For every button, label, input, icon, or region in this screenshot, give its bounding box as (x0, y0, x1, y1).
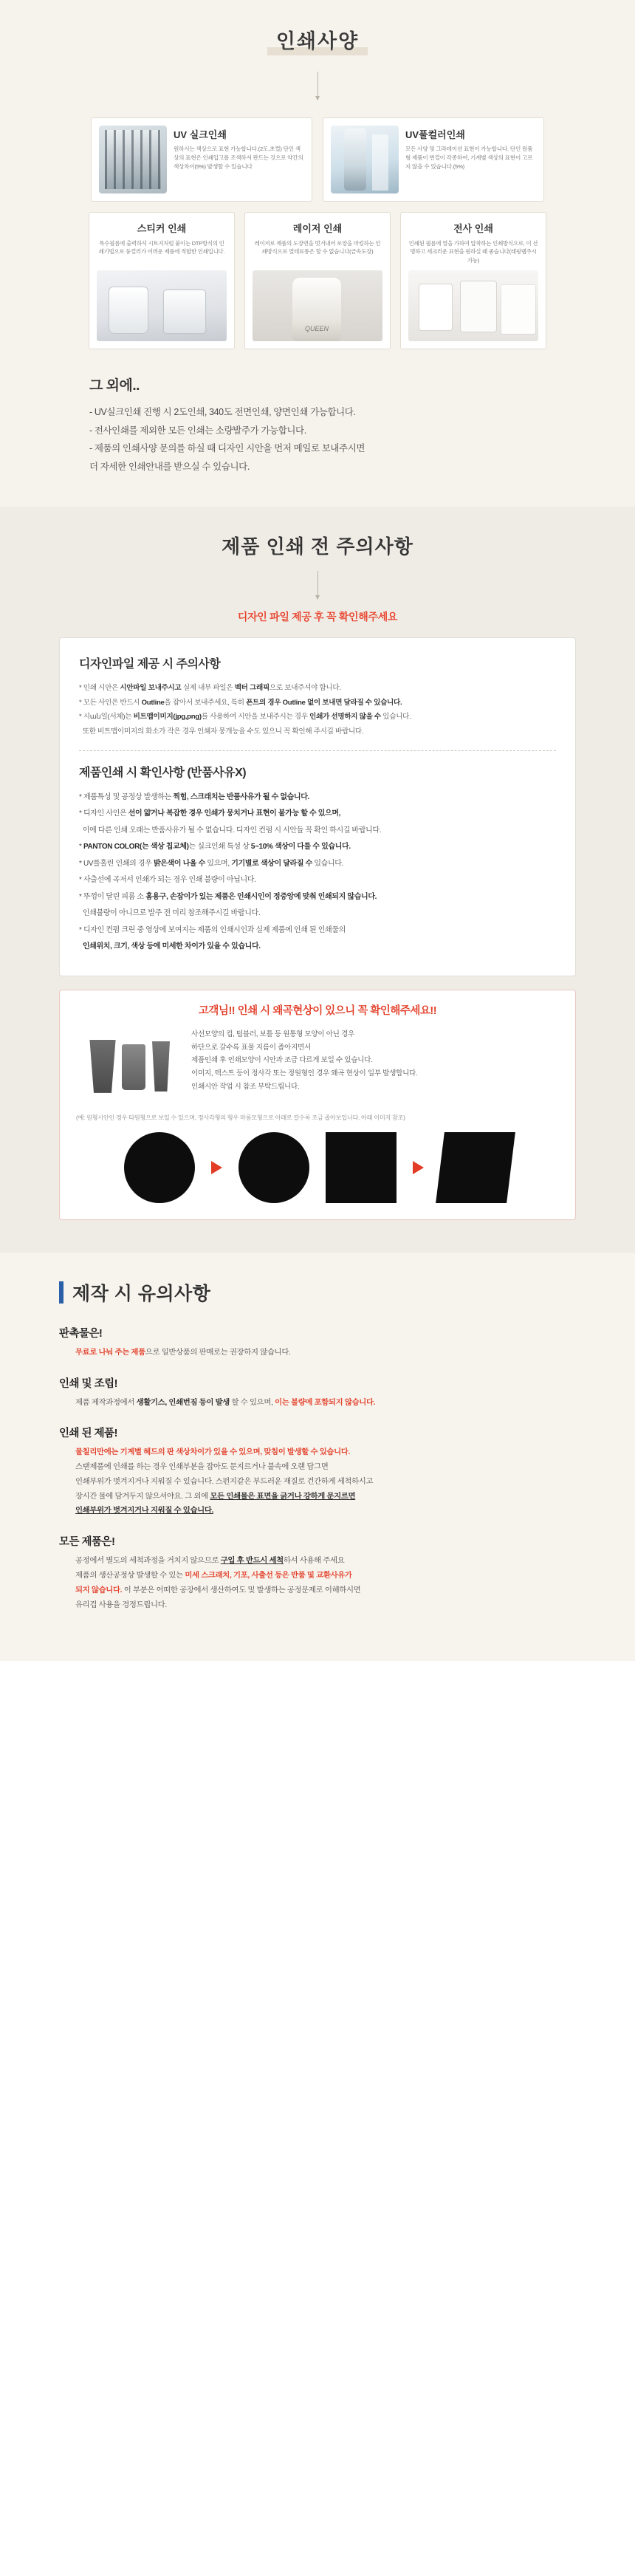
laser-photo (253, 270, 382, 341)
sticker-photo (97, 270, 227, 341)
arrow-right-icon (211, 1161, 222, 1174)
card-uv-silk-body (174, 126, 304, 193)
cup-shape-c (150, 1041, 172, 1092)
etc-block (89, 374, 546, 476)
bullet-line: * PANTON COLOR(는 색상 칩교체)는 실크인쇄 특성 상 5~10% 색상이 다를 수 있습니다. (79, 843, 351, 852)
transfer-photo (408, 270, 538, 341)
card-uv-fullcolor (323, 117, 544, 202)
group-line: 되지 않습니다. 이 부분은 어떠한 공장에서 생산하여도 및 발생하는 공정문제로 이해하시면 (75, 1586, 361, 1594)
group-line: 장시간 물에 담겨두지 않으셔야요. 그 외에 모든 인쇄물은 표면을 긁거나 강하게 문지르면 (75, 1492, 356, 1501)
card-transfer (400, 212, 546, 349)
note-line: * 시ան일(서체)는 비트맵이미지(jpg,png)를 사용하여 시안을 보내주시는 경우 인쇄가 선명하지 않을 수 있습니다. (79, 713, 411, 722)
square-shape-original (326, 1132, 397, 1203)
block2-title: 제품인쇄 시 확인사항 (반품사유X) (79, 766, 247, 779)
bullet-line: * UV를홀린 인쇄의 경우 밝은색이 나올 수 있으며, 기기별로 색상이 달라질 수 있습니다. (79, 859, 343, 868)
group-line: 유리겁 사용을 경정드립니다. (75, 1600, 167, 1609)
distortion-shapes-row (76, 1132, 559, 1203)
divider (79, 750, 556, 751)
block1-title: 디자인파일 제공 시 주의사항 (79, 657, 221, 671)
etc-line: - 전사인쇄를 제외한 모든 인쇄는 소량발주가 가능합니다. (89, 425, 306, 436)
card-desc: 특수필름에 출력하셔 시트지처럼 붙이는 DTP방식의 인쇄기법으로 둥컬러가 어려운 제품에 적합한 인쇄입니다. (98, 240, 225, 256)
warning-line: 하단으로 갈수록 표물 지름이 좁아지면서 (191, 1043, 311, 1052)
bottom-cards-row (0, 212, 635, 349)
group-head: 모든 제품은! (59, 1536, 115, 1549)
group-print-assembly (59, 1375, 576, 1411)
group-printed-product (59, 1425, 576, 1518)
warning-note: (예: 원형시안인 경우 타원형으로 보일 수 있으며, 정사각형의 형우 마름모형으로 아래로 갈수록 조금 좁아보입니다. 아래 이미지 참조) (76, 1114, 405, 1121)
card-desc: 모든 사양 및 그라데이션 표현이 가능합니다. 단인 원품형 제품이 번걸이 각종하여, 기계별 색상의 표현이 고르지 않을 수 있습니다.(5%) (405, 145, 533, 170)
group-line: 물칠리만에는 기계별 헤드의 판 색상차이가 있을 수 있으며, 맞침이 발생할 수 있습니다. (75, 1448, 351, 1457)
distortion-warning-card (59, 990, 576, 1220)
note-line: * 모든 사인은 반드시 Outline을 잡아서 보내주세요, 특히 폰트의 경우 Outline 없이 보내면 달라질 수 있습니다. (79, 698, 402, 707)
cup-shape-a (88, 1040, 117, 1093)
section-manufacturing-notes (0, 1253, 635, 1661)
uv-fullcolor-photo (331, 126, 399, 193)
circle-shape-distorted (238, 1132, 309, 1203)
group-line: 인쇄부위가 벗겨지거나 지워질 수 있습니다. (75, 1507, 214, 1515)
card-desc: 레이저로 제품의 도장면을 벗겨내어 로앙을 마킹하는 인쇄방식으로 열테료통은 할 수 없습니다(금속도장) (254, 240, 381, 256)
accent-bar (59, 1281, 64, 1304)
card-sticker (89, 212, 235, 349)
group-line: 스탠제품에 인쇄를 하는 경우 인쇄부분을 잡아도 문지르거나 불속에 오랜 담그면 (75, 1463, 329, 1472)
group-promotional (59, 1325, 576, 1360)
arrow-right-icon (413, 1161, 424, 1174)
group-line: 공정에서 별도의 세척과정을 거치지 않으므로 구입 후 반드시 세척하셔 사용해 주세요 (75, 1557, 345, 1566)
section-precautions (0, 507, 635, 1253)
cup-shape-b (122, 1044, 145, 1090)
top-cards-row (0, 117, 635, 202)
group-line: 제품의 생산공정상 발생할 수 있는 미세 스크래치, 기포, 사출선 등은 반품 및 교환사유가 (75, 1571, 352, 1580)
group-all-products (59, 1533, 576, 1612)
group-line: 제품 제작과정에서 생활기스, 인쇄번짐 등이 발생 할 수 있으며, 이는 불량에 포함되지 않습니다. (75, 1398, 376, 1407)
card-uv-fullcolor-body (405, 126, 536, 193)
card-title: 레이저 인쇄 (292, 223, 343, 234)
group-head: 인쇄 된 제품! (59, 1428, 117, 1440)
bullet-line: 인쇄위치, 크기, 색상 등에 미세한 차이가 있을 수 있습니다. (82, 942, 261, 951)
section1-title-wrap (0, 22, 635, 60)
card-title: 전사 인쇄 (453, 223, 493, 234)
section1-title-text: 인쇄사양 (275, 30, 360, 52)
section3-body (59, 1325, 576, 1612)
square-shape-distorted (436, 1132, 515, 1203)
bullet-line: * 뚜껑이 달린 피룸 소 홈용구, 손잡이가 있는 제품은 인쇄시인이 정중앙에 맞춰 인쇄되지 않습니다. (79, 892, 377, 901)
warning-text (191, 1028, 559, 1094)
warning-line: 사선모양의 컵, 텀블러, 보틀 등 원통형 모양이 아닌 경우 (191, 1030, 354, 1038)
warning-line: 인쇄시안 작업 시 참조 부탁드립니다. (191, 1082, 300, 1091)
card-desc: 원하시는 색상으로 표현 가능합니다.(2도,초컬) 단인 색상의 표현은 인쇄입고를 조색하셔 판드는 것으로 약간의 색상차이(5%) 발생할 수 있습니다 (174, 145, 303, 170)
card-title: UV 실크인쇄 (174, 129, 227, 140)
note-line: 또한 비트맵이미지의 화소가 작은 경우 인쇄자 뭉개능을 수도 있으니 꼭 확인해 주시길 바랍니다. (79, 727, 364, 736)
warning-line: 제품인쇄 후 인쇄모양이 시안과 조금 다르게 보일 수 있습니다. (191, 1056, 373, 1065)
card-title: 스티커 인쇄 (137, 223, 187, 234)
etc-line: 더 자세한 인쇄안내를 받으실 수 있습니다. (89, 461, 250, 472)
section1-title (270, 22, 365, 60)
section3-title-row (59, 1279, 576, 1306)
etc-line: - 제품의 인쇄사양 문의를 하실 때 디자인 시안을 먼저 메일로 보내주시면 (89, 443, 365, 454)
card-laser (244, 212, 391, 349)
group-line: 인쇄부위가 벗겨지거나 지워질 수 있습니다. 스펀지같은 부드러운 재질로 건간하게 세척하시고 (75, 1477, 374, 1486)
group-head: 판촉물은! (59, 1327, 103, 1340)
warning-body (76, 1028, 559, 1105)
etc-line: - UV실크인쇄 진행 시 2도인쇄, 340도 전면인쇄, 양면인쇄 가능합니다. (89, 407, 356, 418)
etc-title: 그 외에.. (89, 378, 140, 394)
note-line: * 인쇄 시안은 시안파일 보내주시고 실제 내부 파일은 벡터 그래픽으로 보내주셔야 합니다. (79, 683, 341, 692)
card-uv-silk (91, 117, 312, 202)
warning-title: 고객님!! 인쇄 시 왜곡현상이 있으니 꼭 확인해주세요!! (198, 1004, 437, 1017)
circle-shape-original (124, 1132, 195, 1203)
bullet-line: * 제품특성 및 공정상 발생하는 찍힘, 스크래치는 반품사유가 될 수 없습니다. (79, 792, 309, 801)
bullet-line: * 디자인 컨펌 크린 중 영상에 보여지는 제품의 인쇄시인과 실제 제품에 인쇄 된 인쇄물의 (79, 925, 346, 934)
bullet-line: 인쇄불량이 아니므로 발주 전 미리 참조해주시길 바랍니다. (79, 909, 261, 918)
bullet-line: * 사출선에 곡저서 인쇄가 되는 경우 인쇄 불량이 아닙니다. (79, 876, 256, 885)
cups-illustration (76, 1028, 179, 1105)
card-title: UV풀컬러인쇄 (405, 129, 465, 140)
group-line: 무료로 나눠 주는 제품으로 일반상품의 판매로는 권장하지 않습니다. (75, 1348, 291, 1357)
group-head: 인쇄 및 조립! (59, 1377, 117, 1390)
bullet-line: 이에 다른 인쇄 오래는 반품사유가 될 수 없습니다. 디자인 컨펌 시 시안들 꼭 확인 하시길 바랍니다. (79, 826, 382, 835)
section2-title: 제품 인쇄 전 주의사항 (222, 535, 413, 558)
section2-subtitle: 디자인 파일 제공 후 꼭 확인해주세요 (237, 610, 398, 623)
design-file-card (59, 637, 576, 976)
card-desc: 인쇄된 필름에 열을 가하여 압착하는 인쇄방식으로, 이 선명하고 세크러운 표현을 원하실 때 좋습니다(래핑랩주시가능) (408, 240, 538, 264)
warning-line: 이미지, 텍스트 등이 정사각 또는 정원형인 경우 왜곡 현상이 일부 발생합니다. (191, 1069, 418, 1078)
section-print-spec (0, 0, 635, 507)
section3-title: 제작 시 유의사항 (72, 1283, 211, 1304)
bullet-line: * 디자인 사인은 선이 얇거나 복잡한 경우 인쇄가 뭉치거나 표현이 불가능 할 수 있으며, (79, 809, 341, 818)
uv-silk-photo (99, 126, 167, 193)
